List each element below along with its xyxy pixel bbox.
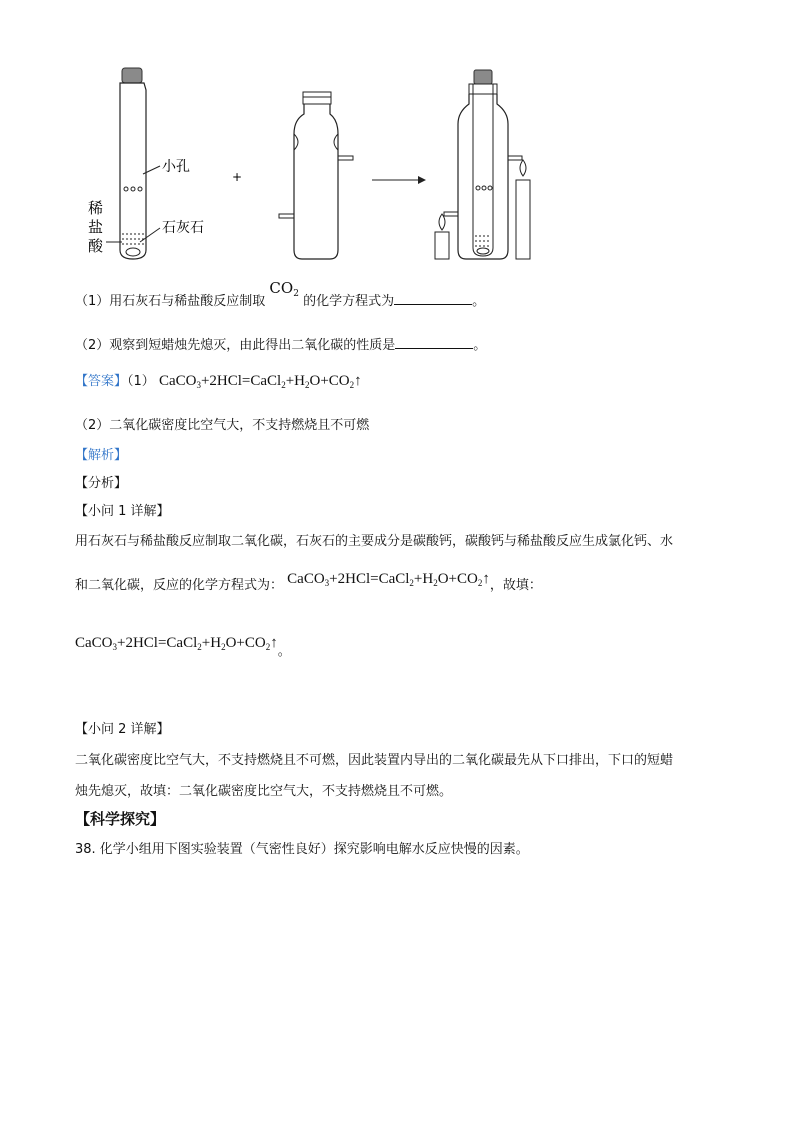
tall-candle-icon [516,160,530,259]
sub1-line2 [75,571,542,594]
plastic-bottle [279,92,353,259]
q2-blank [395,348,473,349]
sub1-title: 【小问 1 详解】 [75,504,170,519]
analysis-tag: 【解析】 [75,448,128,463]
label-limestone: 石灰石 [162,220,204,236]
sub1-end: 。 [277,644,291,659]
q1-suffix: 的化学方程式为 [303,294,395,309]
combined-apparatus [444,70,522,259]
question-2 [75,334,486,353]
sub2-line2: 烛先熄灭，故填：二氧化碳密度比空气大，不支持燃烧且不可燃。 [75,784,453,799]
answer-line-1 [75,370,362,390]
q1-end: 。 [472,294,486,309]
q2-text: （2）观察到短蜡烛先熄灭，由此得出二氧化碳的性质是 [75,338,396,353]
answer-line-2 [75,414,369,433]
equation-inline: $CaCO_3+2HCl=CaCl_2+H_2O+CO_2↑$ [287,571,490,588]
short-candle-icon [435,214,449,259]
sub2-line1: 二氧化碳密度比空气大，不支持燃烧且不可燃，因此装置内导出的二氧化碳最先从下口排出，下口的短蜡 [75,753,674,768]
co2-base: CO [269,279,294,297]
answer-tag: 【答案】 [75,374,128,389]
q2-end: 。 [473,338,487,353]
sub1-equation-line [75,632,291,659]
plus-sign: + [232,170,243,184]
question-38: 38. 化学小组用下图实验装置（气密性良好）探究影响电解水反应快慢的因素。 [75,842,529,857]
sub2-title: 【小问 2 详解】 [75,722,170,737]
co2-formula [269,279,299,297]
section-title: 【科学探究】 [75,810,166,828]
label-holes: 小孔 [162,159,190,175]
sub1-line2-suffix: ，故填： [489,578,542,593]
q1-blank [394,304,472,305]
sub1-line2-prefix: 和二氧化碳，反应的化学方程式为： [75,578,284,593]
question-1 [75,279,486,311]
answer-part1-prefix: （1） [127,374,155,389]
sub1-line1: 用石灰石与稀盐酸反应制取二氧化碳，石灰石的主要成分是碳酸钙，碳酸钙与稀盐酸反应生成氯化钙、水 [75,534,674,549]
test-tube-with-limestone [106,68,160,259]
arrow-right-icon [372,176,426,184]
equation-answer: $CaCO_3+2HCl=CaCl_2+H_2O+CO_2↑$ [158,373,362,390]
label-acid-3: 酸 [88,237,104,255]
co2-sub: 2 [293,289,299,299]
label-acid-2: 盐 [88,218,104,236]
fenxi-heading: 【分析】 [75,476,128,491]
experiment-figure [80,62,560,267]
label-acid-1: 稀 [88,199,104,217]
answer-part2: （2）二氧化碳密度比空气大，不支持燃烧且不可燃 [75,418,370,433]
q1-prefix: （1）用石灰石与稀盐酸反应制取 [75,294,266,309]
equation-final: $CaCO_3+2HCl=CaCl_2+H_2O+CO_2↑$ [75,635,278,652]
